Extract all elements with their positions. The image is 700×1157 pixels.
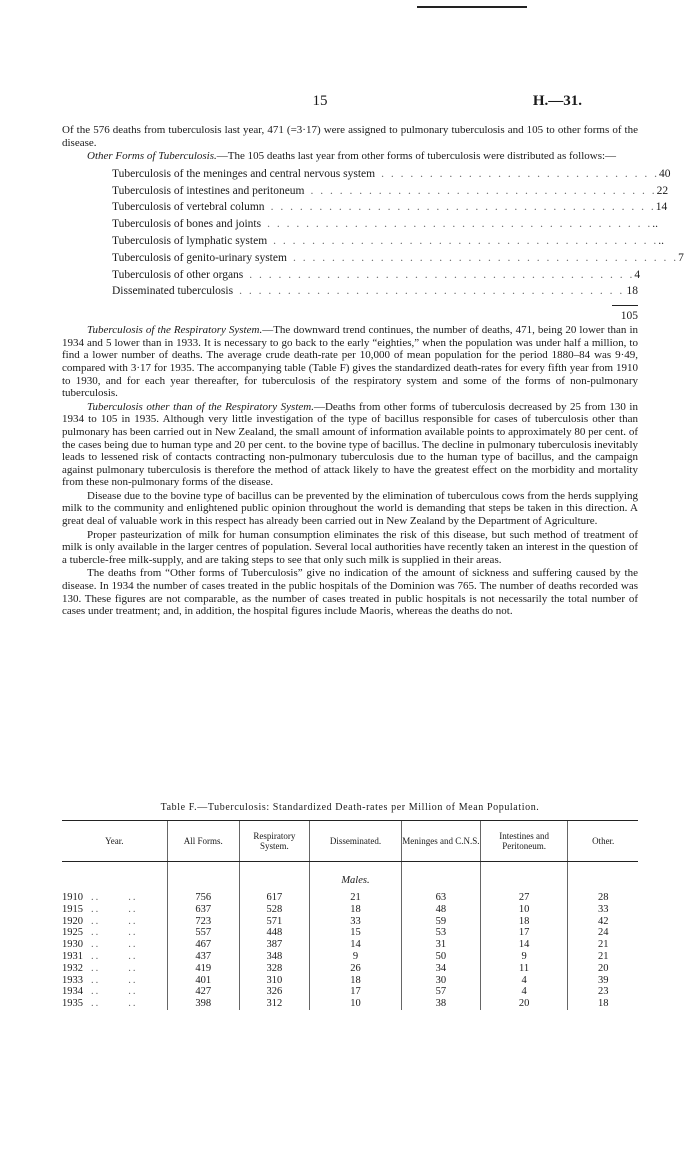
table-cell: 1932 (62, 962, 83, 974)
table-cell: 9 (480, 951, 568, 963)
table-cell: 1915 (62, 903, 83, 915)
list-item-value: 7 (678, 251, 684, 264)
column-header: Respiratory System. (239, 821, 309, 862)
table-cell: 33 (568, 904, 638, 916)
table-cell: 33 (309, 916, 401, 928)
respiratory-text: —The downward trend continues, the number of deaths, 471, being 20 lower than in 1934 and 5 lower than in 1933. It is necessary to go back to the early “eighties,” when the population was under half a million, to find a lower number of deaths. The average crude death-rate per 10,000 of mean population for the period 1880–84 was 9·49, compared with 3·17 for 1935. The accompanying table (Table F) gives the standardized death-rates for every fifth year from 1910 to 1930, and for each year thereafter, for tuberculosis of the respiratory system and some of the forms of non-pulmonary tuberculosis. (62, 324, 638, 400)
list-item: Tuberculosis of other organs . . . . . . . . . . . . . . . . . . . . . . . . . . . . . . . . . . . . . . . . 4 (112, 268, 641, 281)
other-forms-text: —The 105 deaths last year from other forms of tuberculosis were distributed as follows:— (216, 150, 617, 163)
total-rule (612, 305, 638, 306)
table-cell: 310 (239, 975, 309, 987)
other-forms-heading: Other Forms of Tuberculosis. (87, 150, 217, 163)
list-item-label: Tuberculosis of genito-urinary system (112, 251, 287, 264)
list-item-value: 40 (658, 167, 671, 180)
list-item-value: .. (652, 218, 658, 231)
list-item-label: Tuberculosis of other organs (112, 268, 244, 281)
table-cell: 18 (480, 916, 568, 928)
list-item-value: 22 (656, 184, 669, 197)
table-title: Table F.—Tuberculosis: Standardized Death-rates per Million of Mean Population. (160, 802, 540, 813)
column-header: All Forms. (167, 821, 239, 862)
list-item: Tuberculosis of intestines and peritoneum . . . . . . . . . . . . . . . . . . . . . . . . . . . . . . . . . . . . 22 (112, 184, 669, 197)
distribution-list (112, 167, 684, 324)
table-cell: 1910 (62, 892, 83, 903)
respiratory-heading: Tuberculosis of the Respiratory System. (87, 324, 263, 337)
table-cell: 28 (568, 892, 638, 904)
page-body (62, 124, 684, 618)
table-row: 1915 .. .. 637 528 18 48 10 33 (62, 904, 638, 916)
non-respiratory-heading: Tuberculosis other than of the Respiratory System. (87, 400, 314, 413)
list-item-label: Tuberculosis of bones and joints (112, 218, 262, 231)
table-cell: 4 (480, 975, 568, 987)
paragraph-respiratory-system (62, 324, 638, 400)
table-cell: 348 (239, 951, 309, 963)
death-rates-table (62, 820, 638, 1010)
table-row: 1931 .. .. 437 348 9 50 9 21 (62, 951, 638, 963)
table-cell: 387 (239, 939, 309, 951)
table-cell: 723 (167, 916, 239, 928)
table-cell: 57 (401, 986, 480, 998)
table-cell: 11 (480, 963, 568, 975)
column-header: Disseminated. (309, 821, 401, 862)
table-row: 1932 .. .. 419 328 26 34 11 20 (62, 963, 638, 975)
paragraph-pasteurization: Proper pasteurization of milk for human consumption eliminates the risk of this disease, but such method of treatment of milk is only available in the larger centres of population. Several local authorities have recently taken an interest in the question of a tubercle-free milk-supply, and are taking steps to see that only such milk is supplied in their areas. (62, 528, 638, 566)
table-subheading-row (62, 862, 638, 893)
table-row: 1920 .. .. 723 571 33 59 18 42 (62, 916, 638, 928)
table-cell: 1925 (62, 927, 83, 939)
table-row: 1934 .. .. 427 326 17 57 4 23 (62, 986, 638, 998)
table-cell: 419 (167, 963, 239, 975)
table-cell: 38 (401, 998, 480, 1010)
table-cell: 26 (309, 963, 401, 975)
table-cell: 30 (401, 975, 480, 987)
table-cell: 34 (401, 963, 480, 975)
list-item: Tuberculosis of bones and joints . . . . . . . . . . . . . . . . . . . . . . . . . . . . . . . . . . . . . . . . .. (112, 218, 658, 231)
table-header-row (62, 821, 638, 862)
table-cell: 24 (568, 927, 638, 939)
list-item: Tuberculosis of genito-urinary system . . . . . . . . . . . . . . . . . . . . . . . . . . . . . . . . . . . . . . . . 7 (112, 251, 684, 264)
table-cell: 17 (480, 927, 568, 939)
table-cell: 398 (167, 998, 239, 1010)
column-header: Intestines and Peritoneum. (480, 821, 568, 862)
list-item: Tuberculosis of lymphatic system . . . . . . . . . . . . . . . . . . . . . . . . . . . . . . . . . . . . . . . . .. (112, 234, 665, 247)
table-row: 1930 .. .. 467 387 14 31 14 21 (62, 939, 638, 951)
paragraph-other-forms (62, 150, 638, 163)
distribution-total: 105 (620, 310, 638, 323)
list-item-value: 18 (626, 285, 638, 298)
list-item: Tuberculosis of the meninges and central nervous system . . . . . . . . . . . . . . . . . . . . . . . . . . . . . 40 (112, 167, 671, 180)
table-cell: 756 (167, 892, 239, 904)
paragraph-hospital-figures: The deaths from “Other forms of Tuberculosis” give no indication of the amount of sickness and suffering caused by the disease. In 1934 the number of cases treated in the public hospitals of the Dominion was 765. The number of deaths recorded was 130. These figures are not comparable, as the number of cases treated in public hospitals is not necessarily the total number of cases under treatment; and, in addition, the hospital figures include Maoris, whereas the deaths do not. (62, 567, 638, 618)
table-cell: 571 (239, 916, 309, 928)
list-item-label: Tuberculosis of the meninges and central nervous system (112, 167, 376, 180)
table-cell: 326 (239, 986, 309, 998)
list-item-value: .. (658, 234, 665, 247)
table-cell: 23 (568, 986, 638, 998)
table-cell: 10 (309, 998, 401, 1010)
table-cell: 427 (167, 986, 239, 998)
table-cell: 50 (401, 951, 480, 963)
table-cell: 10 (480, 904, 568, 916)
table-cell: 1920 (62, 915, 83, 927)
column-header: Year. (62, 821, 167, 862)
table-cell: 59 (401, 916, 480, 928)
table-cell: 17 (309, 986, 401, 998)
list-item-label: Tuberculosis of intestines and peritoneum (112, 184, 305, 197)
table-cell: 448 (239, 927, 309, 939)
table-cell: 27 (480, 892, 568, 904)
document-reference: H.—31. (532, 93, 582, 109)
table-cell: 1935 (62, 998, 83, 1010)
table-cell: 14 (480, 939, 568, 951)
table-cell: 467 (167, 939, 239, 951)
table-cell: 1933 (62, 974, 83, 986)
table-cell: 1934 (62, 986, 83, 998)
table-cell: 18 (309, 904, 401, 916)
table-cell: 53 (401, 927, 480, 939)
table-cell: 20 (568, 963, 638, 975)
paragraph-deaths-summary: Of the 576 deaths from tuberculosis last year, 471 (=3·17) were assigned to pulmonary tuberculosis and 105 to other forms of the disease. (62, 124, 638, 149)
table-cell: 42 (568, 916, 638, 928)
list-item: Disseminated tuberculosis . . . . . . . . . . . . . . . . . . . . . . . . . . . . . . . . . . . . . . . . 18 (112, 285, 638, 298)
table-cell: 18 (309, 975, 401, 987)
table-cell: 39 (568, 975, 638, 987)
table-cell: 31 (401, 939, 480, 951)
table-cell: 21 (568, 951, 638, 963)
list-item: Tuberculosis of vertebral column . . . . . . . . . . . . . . . . . . . . . . . . . . . . . . . . . . . . . . . . 14 (112, 201, 668, 214)
table-cell: 637 (167, 904, 239, 916)
table-cell: 63 (401, 892, 480, 904)
column-header: Meninges and C.N.S. (401, 821, 480, 862)
non-respiratory-text: —Deaths from other forms of tuberculosis decreased by 25 from 130 in 1934 to 105 in 1935. Although very little investigation of the type of bacillus responsible for cases of tuberculosis other than pulmonary has been carried out in New Zealand, the small amount of information available points to approximately 80 per cent. of the cases being due to human type and 20 per cent. to the bovine type of bacillus. The decline in pulmonary tuberculosis inevitably leads to lessened risk of contacts contracting non-pulmonary tuberculosis due to the human type of bacillus, and the campaign against pulmonary tuberculosis is therefore the method of attack likely to have the greatest effect on the morbidity and mortality from these non-pulmonary forms of the disease. (62, 400, 638, 489)
table-cell: 21 (309, 892, 401, 904)
table-cell: 1931 (62, 950, 83, 962)
table-subheading: Males. (309, 862, 401, 893)
column-header: Other. (568, 821, 638, 862)
table-cell: 328 (239, 963, 309, 975)
table-cell: 437 (167, 951, 239, 963)
page-number: 15 (312, 93, 328, 109)
top-rule (417, 6, 527, 8)
table-cell: 21 (568, 939, 638, 951)
paragraph-non-respiratory (62, 401, 638, 489)
table-cell: 20 (480, 998, 568, 1010)
table-cell: 14 (309, 939, 401, 951)
table-row: 1910 .. .. 756 617 21 63 27 28 (62, 892, 638, 904)
table-cell: 557 (167, 927, 239, 939)
table-cell: 15 (309, 927, 401, 939)
table-cell: 9 (309, 951, 401, 963)
table-cell: 312 (239, 998, 309, 1010)
table-row: 1925 .. .. 557 448 15 53 17 24 (62, 927, 638, 939)
list-item-label: Disseminated tuberculosis (112, 285, 234, 298)
list-item-value: 4 (634, 268, 641, 281)
table-cell: 617 (239, 892, 309, 904)
table-cell: 528 (239, 904, 309, 916)
list-item-label: Tuberculosis of vertebral column (112, 201, 265, 214)
paragraph-bovine-type: Disease due to the bovine type of bacillus can be prevented by the elimination of tuberculous cows from the herds supplying milk to the community and enlightened public opinion throughout the world is demanding that steps be taken in this direction. A great deal of valuable work in this respect has already been carried out in New Zealand by the Department of Agriculture. (62, 489, 638, 528)
list-item-value: 14 (655, 201, 668, 214)
table-cell: 401 (167, 975, 239, 987)
table-row: 1933 .. .. 401 310 18 30 4 39 (62, 975, 638, 987)
distribution-total-row (112, 302, 638, 324)
table-cell: 18 (568, 998, 638, 1010)
list-item-label: Tuberculosis of lymphatic system (112, 234, 268, 247)
table-row: 1935 .. .. 398 312 10 38 20 18 (62, 998, 638, 1010)
table-cell: 48 (401, 904, 480, 916)
table-cell: 1930 (62, 939, 83, 951)
table-cell: 4 (480, 986, 568, 998)
